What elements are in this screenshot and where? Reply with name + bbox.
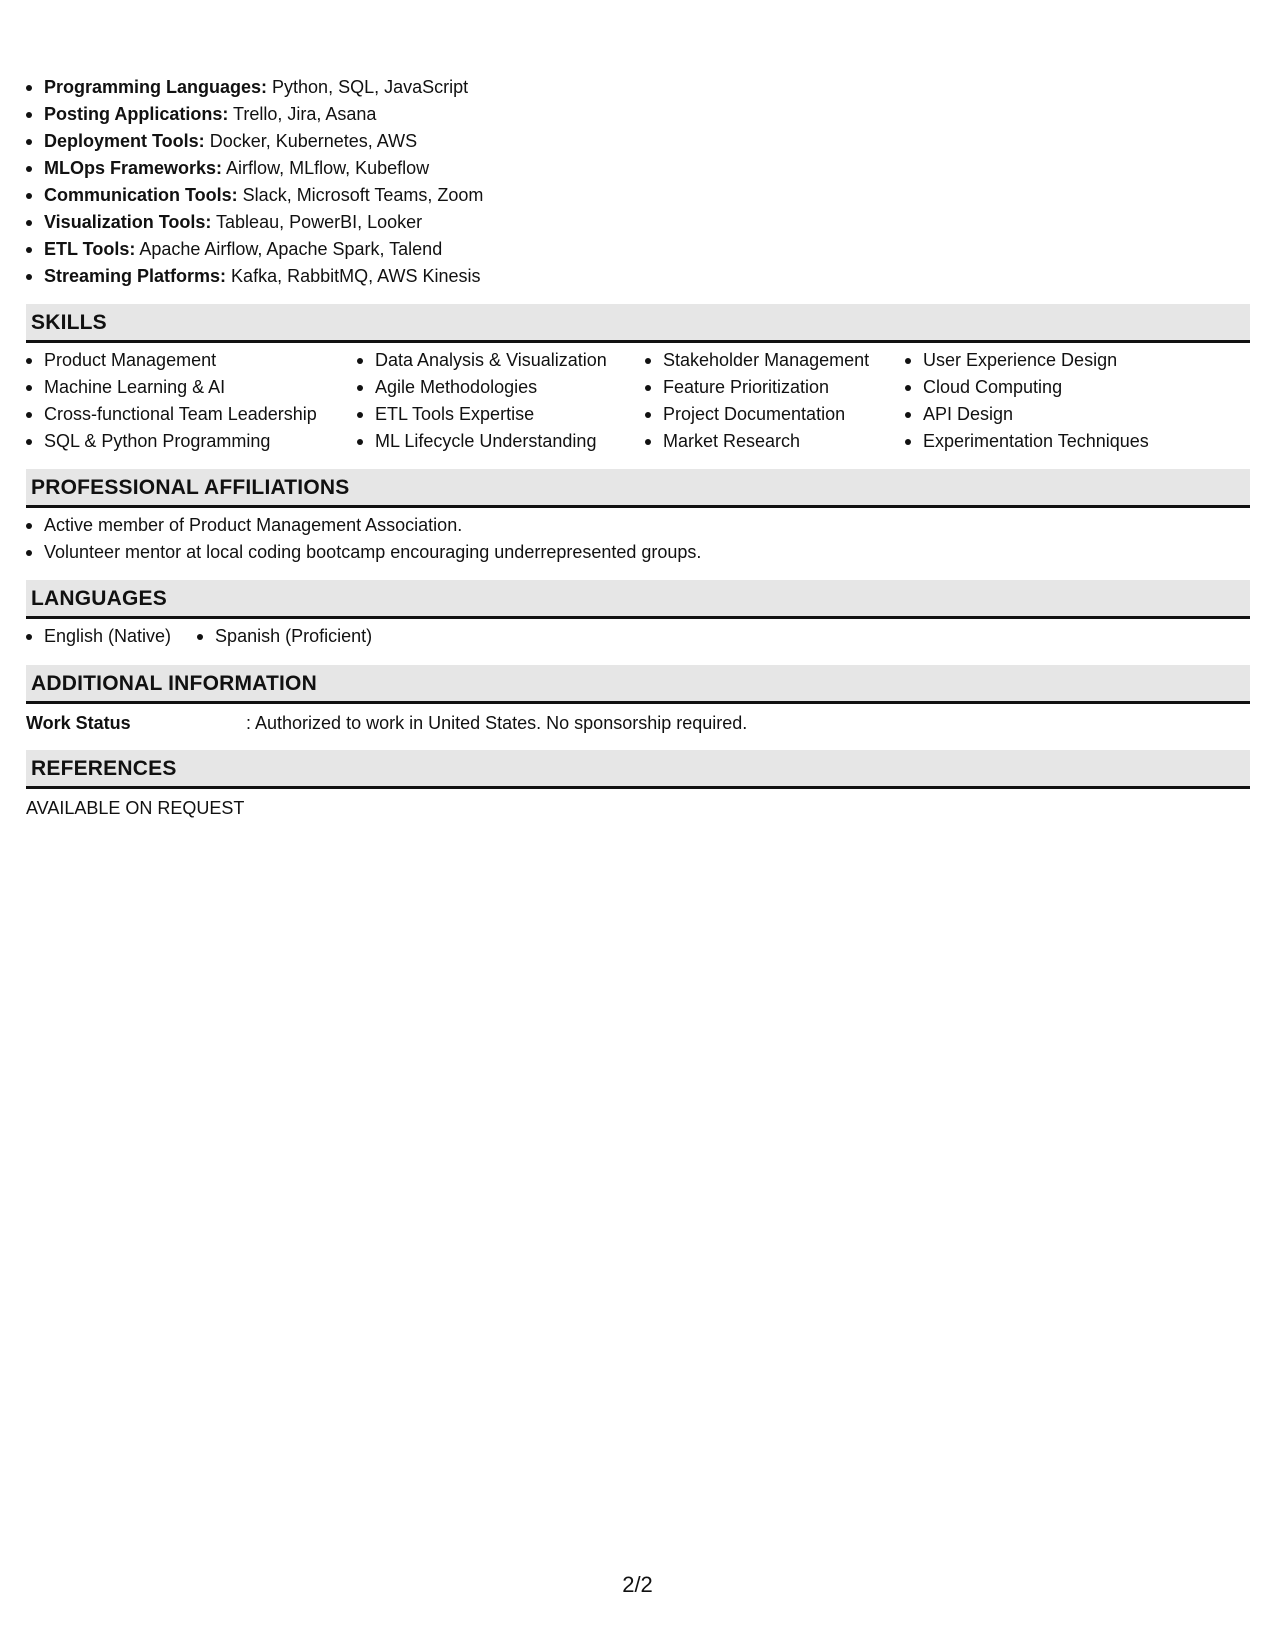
affiliations-list: [26, 512, 1250, 566]
list-item: [26, 209, 1250, 236]
skills-heading: SKILLS: [26, 304, 1250, 343]
tool-label: ETL Tools:: [44, 239, 136, 259]
additional-info-heading: ADDITIONAL INFORMATION: [26, 665, 1250, 704]
work-status-label: Work Status: [26, 713, 131, 733]
references-heading: REFERENCES: [26, 750, 1250, 789]
resume-page: [26, 74, 1250, 823]
skill-item: Machine Learning & AI: [26, 374, 357, 401]
tool-value: Airflow, MLflow, Kubeflow: [222, 158, 430, 178]
skills-column: [645, 347, 905, 455]
skill-item: Cross-functional Team Leadership: [26, 401, 357, 428]
skill-item: ML Lifecycle Understanding: [357, 428, 645, 455]
tools-list: [26, 74, 1250, 290]
skill-item: Agile Methodologies: [357, 374, 645, 401]
skill-item: Product Management: [26, 347, 357, 374]
skill-item: Experimentation Techniques: [905, 428, 1205, 455]
skill-item: Data Analysis & Visualization: [357, 347, 645, 374]
language-item: Spanish (Proficient): [197, 623, 372, 650]
page-number: 2/2: [622, 1572, 653, 1597]
list-item: [26, 128, 1250, 155]
list-item: [26, 74, 1250, 101]
tool-value: Trello, Jira, Asana: [228, 104, 377, 124]
skills-column: [905, 347, 1205, 455]
list-item: Active member of Product Management Association.: [26, 512, 1250, 539]
tool-value: Slack, Microsoft Teams, Zoom: [237, 185, 484, 205]
skill-item: Feature Prioritization: [645, 374, 905, 401]
tool-label: Deployment Tools:: [44, 131, 205, 151]
list-item: [26, 155, 1250, 182]
list-item: [26, 182, 1250, 209]
list-item: [26, 101, 1250, 128]
languages-heading: LANGUAGES: [26, 580, 1250, 619]
tool-label: Visualization Tools:: [44, 212, 212, 232]
skill-item: ETL Tools Expertise: [357, 401, 645, 428]
skill-item: Project Documentation: [645, 401, 905, 428]
list-item: [26, 236, 1250, 263]
tool-label: Communication Tools:: [44, 185, 238, 205]
skills-column: [26, 347, 357, 455]
skill-item: Cloud Computing: [905, 374, 1205, 401]
affiliations-heading: PROFESSIONAL AFFILIATIONS: [26, 469, 1250, 508]
tool-label: Posting Applications:: [44, 104, 229, 124]
tool-value: Python, SQL, JavaScript: [267, 77, 469, 97]
list-item: Volunteer mentor at local coding bootcamp encouraging underrepresented groups.: [26, 539, 1250, 566]
work-status-row: [26, 708, 1250, 738]
tool-label: Streaming Platforms:: [44, 266, 227, 286]
languages-list: [26, 623, 1250, 650]
tool-value: Tableau, PowerBI, Looker: [211, 212, 423, 232]
skill-item: Market Research: [645, 428, 905, 455]
skill-item: Stakeholder Management: [645, 347, 905, 374]
tool-label: MLOps Frameworks:: [44, 158, 223, 178]
skills-column: [357, 347, 645, 455]
tool-value: Docker, Kubernetes, AWS: [204, 131, 418, 151]
references-text: AVAILABLE ON REQUEST: [26, 798, 245, 818]
tool-value: Apache Airflow, Apache Spark, Talend: [135, 239, 443, 259]
list-item: [26, 263, 1250, 290]
work-status-value: : Authorized to work in United States. No sponsorship required.: [246, 713, 748, 733]
skills-grid: [26, 347, 1250, 455]
language-item: English (Native): [26, 623, 171, 650]
tool-value: Kafka, RabbitMQ, AWS Kinesis: [226, 266, 481, 286]
skill-item: SQL & Python Programming: [26, 428, 357, 455]
skill-item: User Experience Design: [905, 347, 1205, 374]
skill-item: API Design: [905, 401, 1205, 428]
tool-label: Programming Languages:: [44, 77, 268, 97]
